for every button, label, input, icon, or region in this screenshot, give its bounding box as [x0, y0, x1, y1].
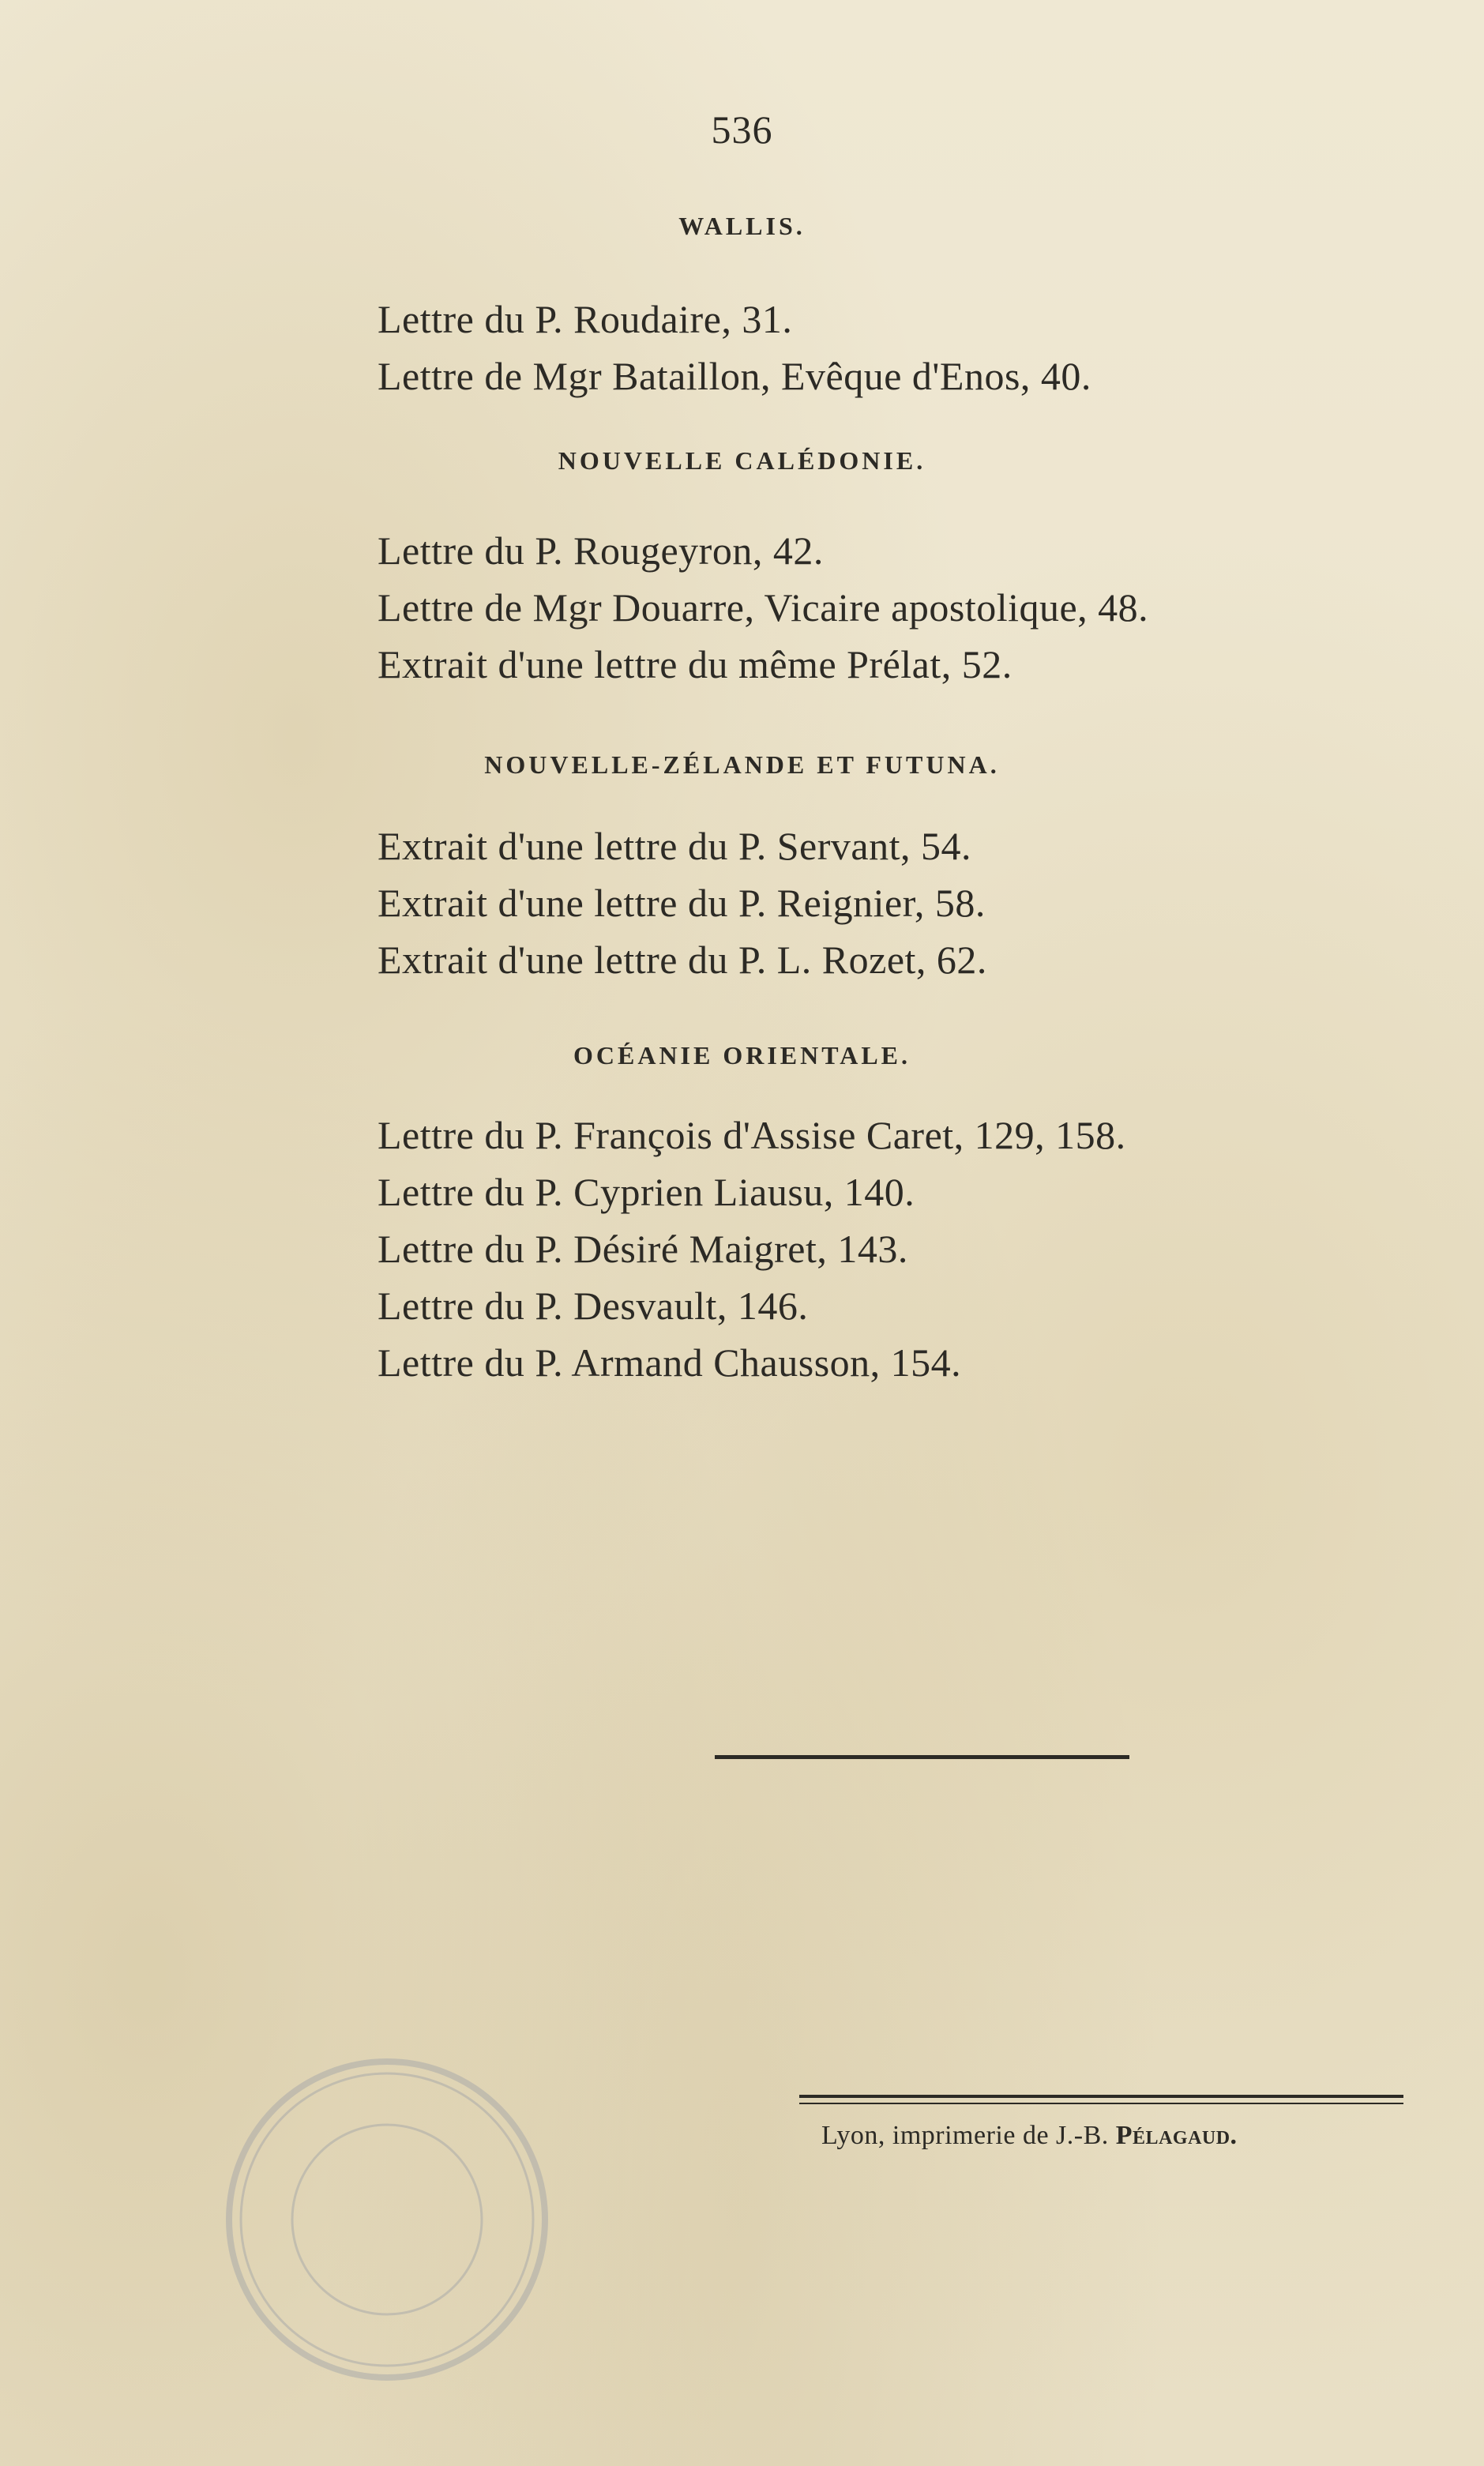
entry-line: Extrait d'une lettre du P. L. Rozet, 62.	[378, 938, 987, 982]
entry-line: Extrait d'une lettre du même Prélat, 52.	[378, 642, 1013, 686]
entry-line: Lettre du P. Roudaire, 31.	[378, 297, 793, 341]
entry-line: Lettre du P. Armand Chausson, 154.	[378, 1340, 962, 1385]
imprint-rule-bottom	[799, 2103, 1403, 2104]
entry-line: Lettre de Mgr Douarre, Vicaire apostolique, 48.	[378, 585, 1149, 630]
imprint-printer: Pélagaud.	[1115, 2121, 1238, 2150]
section-heading-wallis: WALLIS.	[678, 212, 806, 240]
entry-line: Lettre du P. Cyprien Liausu, 140.	[378, 1170, 915, 1214]
entry-line: Extrait d'une lettre du P. Servant, 54.	[378, 824, 971, 868]
section-heading-nouvelle-zelande: NOUVELLE-ZÉLANDE ET FUTUNA.	[484, 750, 1000, 779]
entry-line: Lettre du P. François d'Assise Caret, 129, 158.	[378, 1113, 1126, 1157]
entry-line: Lettre du P. Désiré Maigret, 143.	[378, 1227, 908, 1271]
imprint-rule-top	[799, 2095, 1403, 2098]
closing-rule	[715, 1755, 1129, 1759]
entry-line: Lettre du P. Desvault, 146.	[378, 1284, 809, 1328]
entry-line: Lettre du P. Rougeyron, 42.	[378, 528, 824, 573]
entry-line: Extrait d'une lettre du P. Reignier, 58.	[378, 881, 986, 925]
section-heading-nouvelle-caledonie: NOUVELLE CALÉDONIE.	[558, 446, 926, 475]
entry-line: Lettre de Mgr Bataillon, Evêque d'Enos, 40.	[378, 354, 1091, 398]
imprint-prefix: Lyon, imprimerie de J.-B.	[821, 2121, 1116, 2150]
section-heading-oceanie-orientale: OCÉANIE ORIENTALE.	[573, 1041, 911, 1069]
library-stamp	[213, 2046, 561, 2393]
imprint-line	[821, 2121, 1238, 2151]
page-number: 536	[711, 107, 773, 152]
